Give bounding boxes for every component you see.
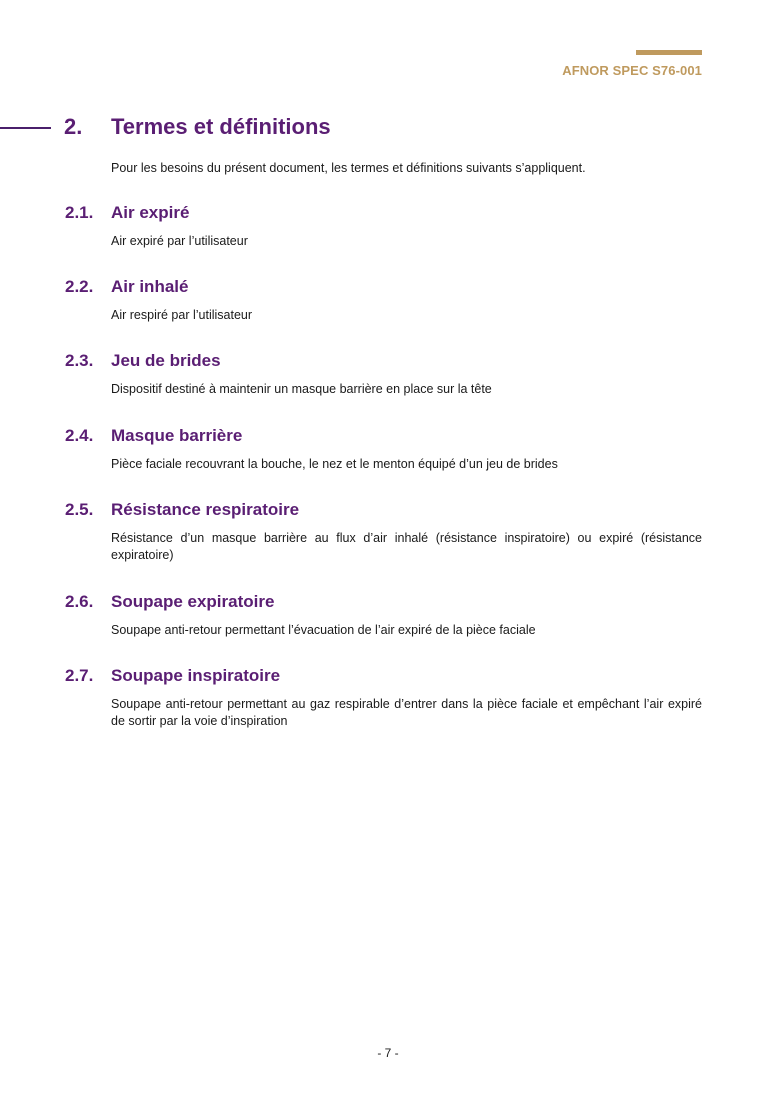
- term-definition: Air expiré par l’utilisateur: [111, 234, 248, 248]
- section-number: 2.: [64, 114, 83, 139]
- page-number: - 7 -: [377, 1046, 399, 1060]
- heading-rule: [0, 127, 51, 129]
- term-title: Air expiré: [111, 203, 190, 222]
- term-title: Air inhalé: [111, 277, 189, 296]
- term-number: 2.3.: [65, 351, 94, 370]
- term-number: 2.4.: [65, 426, 94, 445]
- term-definition: Dispositif destiné à maintenir un masque barrière en place sur la tête: [111, 382, 492, 396]
- term-definition: Résistance d’un masque barrière au flux d’air inhalé (résistance inspiratoire) ou expiré (résistance expiratoire): [111, 531, 702, 562]
- term-number: 2.1.: [65, 203, 94, 222]
- term-number: 2.7.: [65, 666, 94, 685]
- term-title: Soupape inspiratoire: [111, 666, 281, 685]
- term-definition: Soupape anti-retour permettant l’évacuation de l’air expiré de la pièce faciale: [111, 623, 536, 637]
- header-accent-bar: [636, 50, 702, 55]
- term-definition: Soupape anti-retour permettant au gaz respirable d’entrer dans la pièce faciale et empêchant l’air expiré de sortir par la voie d’inspiration: [111, 697, 702, 728]
- term-title: Masque barrière: [111, 426, 243, 445]
- section-title: Termes et définitions: [111, 114, 331, 139]
- term-definition: Pièce faciale recouvrant la bouche, le nez et le menton équipé d’un jeu de brides: [111, 457, 558, 471]
- term-number: 2.6.: [65, 592, 94, 611]
- term-title: Jeu de brides: [111, 351, 221, 370]
- document-reference: AFNOR SPEC S76-001: [562, 63, 702, 78]
- term-number: 2.5.: [65, 500, 94, 519]
- section-intro: Pour les besoins du présent document, les termes et définitions suivants s’appliquent.: [111, 161, 586, 175]
- term-number: 2.2.: [65, 277, 94, 296]
- term-title: Résistance respiratoire: [111, 500, 300, 519]
- term-definition: Air respiré par l’utilisateur: [111, 308, 253, 322]
- term-title: Soupape expiratoire: [111, 592, 275, 611]
